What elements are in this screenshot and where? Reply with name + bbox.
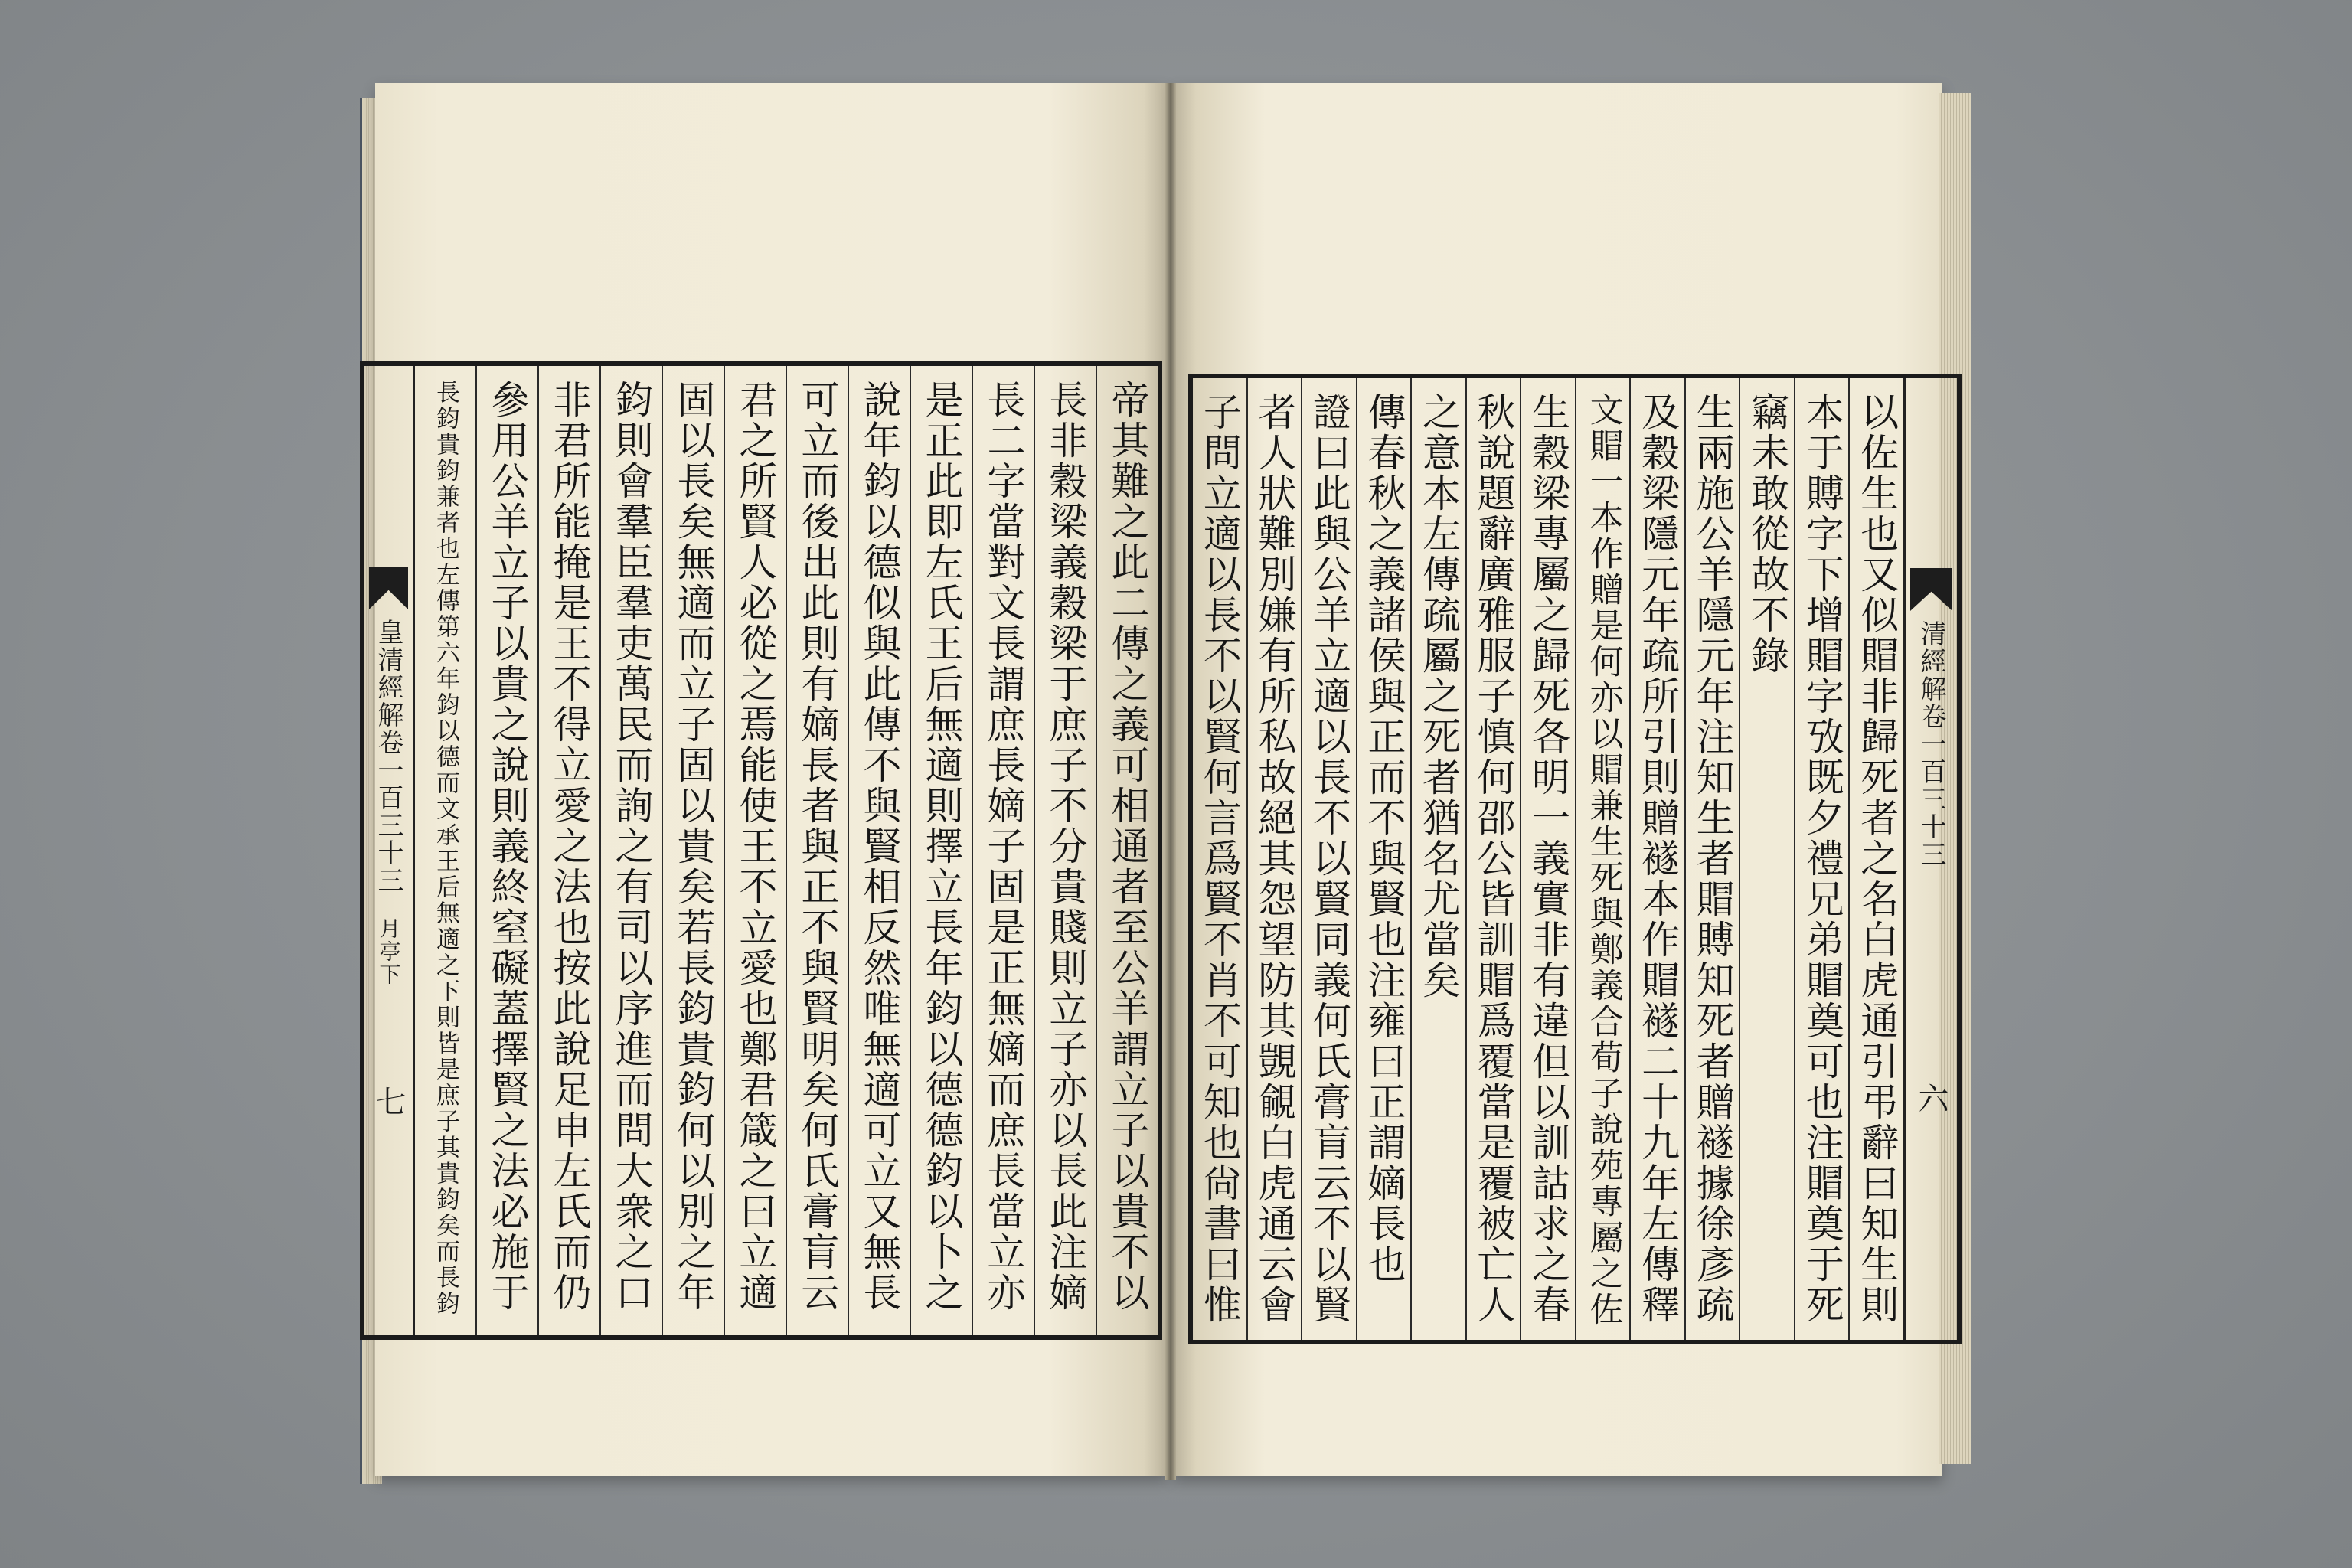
text-column: [1356, 378, 1411, 1340]
text-column: [1739, 378, 1794, 1340]
column-text: 文賵一本作贈是何亦以賵兼生死與鄭義合荀子說苑專屬之佐: [1583, 392, 1623, 1328]
column-text: 非君所能掩是王不得立愛之法也按此說足申左氏而仍: [547, 380, 592, 1313]
text-column: [1193, 378, 1246, 1340]
column-text: 帝其難之此二傳之義可相通者至公羊謂立子以貴不以: [1105, 380, 1150, 1313]
column-text: 子問立適以長不以賢何言爲賢不肖不可知也尙書曰惟: [1197, 392, 1242, 1325]
column-text: 證曰此與公羊立適以長不以賢同義何氏膏肓云不以賢: [1306, 392, 1351, 1325]
text-column: [1410, 378, 1465, 1340]
text-column: [1848, 378, 1903, 1340]
fish-tail-mark: [1910, 568, 1952, 611]
column-text: 秋說題辭廣雅服子慎何邵公皆訓賵爲覆當是覆被亡人: [1471, 392, 1516, 1325]
text-column: [475, 366, 537, 1335]
column-text: 說年鈞以德似與此傳不與賢相反然唯無適可立又無長: [857, 380, 902, 1313]
text-column: [910, 366, 972, 1335]
right-page-number: 六: [1913, 1083, 1949, 1113]
column-text: 竊未敢從故不錄: [1745, 392, 1790, 676]
column-text: 之意本左傳疏屬之死者猶名尤當矣: [1416, 392, 1461, 1001]
column-text: 是正此即左氏王后無適則擇立長年鈞以德德鈞以卜之: [919, 380, 964, 1313]
column-text: 長二字當對文長謂庶長嫡子固是正無嫡而庶長當立亦: [981, 380, 1026, 1313]
right-center-strip: [1903, 378, 1957, 1340]
text-column: [972, 366, 1034, 1335]
left-text-frame: [360, 361, 1162, 1340]
column-text: 以佐生也又似賵非歸死者之名白虎通引弔辭曰知生則: [1854, 392, 1900, 1325]
column-text: 鈞則會羣臣羣吏萬民而詢之有司以序進而問大衆之口: [609, 380, 654, 1313]
text-column: [848, 366, 910, 1335]
text-column: [1575, 378, 1630, 1340]
text-column: [1794, 378, 1849, 1340]
column-text: 生兩施公羊隱元年注知生者賵賻知死者贈襚據徐彥疏: [1690, 392, 1735, 1325]
text-column: [724, 366, 786, 1335]
text-column: [1246, 378, 1302, 1340]
left-page-header-sub: 月亭下: [376, 917, 402, 986]
column-text: 及穀梁隱元年疏所引則贈襚本作賵襚二十九年左傳釋: [1635, 392, 1681, 1325]
column-text: 君之所賢人必從之焉能使王不立愛也鄭君箴之曰立適: [733, 380, 778, 1313]
text-column: [786, 366, 848, 1335]
column-text: 者人狀難別嫌有所私故絕其怨望防其覬覦白虎通云會: [1252, 392, 1297, 1325]
column-text: 固以長矣無適而立子固以貴矣若長鈞貴鈞何以別之年: [671, 380, 716, 1313]
left-center-strip: [364, 366, 415, 1335]
text-column: [1465, 378, 1521, 1340]
text-column: [1301, 378, 1356, 1340]
column-text: 參用公羊立子以貴之說則義終窒礙蓋擇賢之法必施于: [485, 380, 530, 1313]
book-gutter: [1165, 83, 1176, 1480]
column-text: 本于賻字下增賵字攷既夕禮兄弟賵奠可也注賵奠于死: [1799, 392, 1844, 1325]
fish-tail-mark: [369, 567, 408, 609]
text-column: [537, 366, 599, 1335]
text-column: [1684, 378, 1740, 1340]
text-column: [1034, 366, 1096, 1335]
text-column: [662, 366, 724, 1335]
left-page-header: 皇清經解卷一百三十三: [373, 619, 403, 894]
right-page-header: 清經解卷一百三十三: [1916, 620, 1946, 868]
text-column: [1520, 378, 1575, 1340]
column-text: 長非穀梁義穀梁于庶子不分貴賤則立子亦以長此注嫡: [1043, 380, 1088, 1313]
text-column: [1096, 366, 1158, 1335]
text-column: [1629, 378, 1684, 1340]
column-text: 可立而後出此則有嫡長者與正不與賢明矣何氏膏肓云: [795, 380, 840, 1313]
column-text: 生穀梁專屬之歸死各明一義實非有違但以訓詁求之春: [1526, 392, 1571, 1325]
text-column: [415, 366, 475, 1335]
text-column: [599, 366, 662, 1335]
left-text-columns: [415, 366, 1158, 1335]
left-page-number: 七: [371, 1086, 406, 1116]
right-text-frame: [1188, 374, 1962, 1344]
column-text: 長鈞貴鈞兼者也左傳第六年鈞以德而文承王后無適之下則皆是庶子其貴鈞矣而長鈞: [432, 380, 459, 1317]
right-text-columns: [1193, 378, 1903, 1340]
column-text: 傳春秋之義諸侯與正而不與賢也注雍曰正謂嫡長也: [1361, 392, 1406, 1285]
